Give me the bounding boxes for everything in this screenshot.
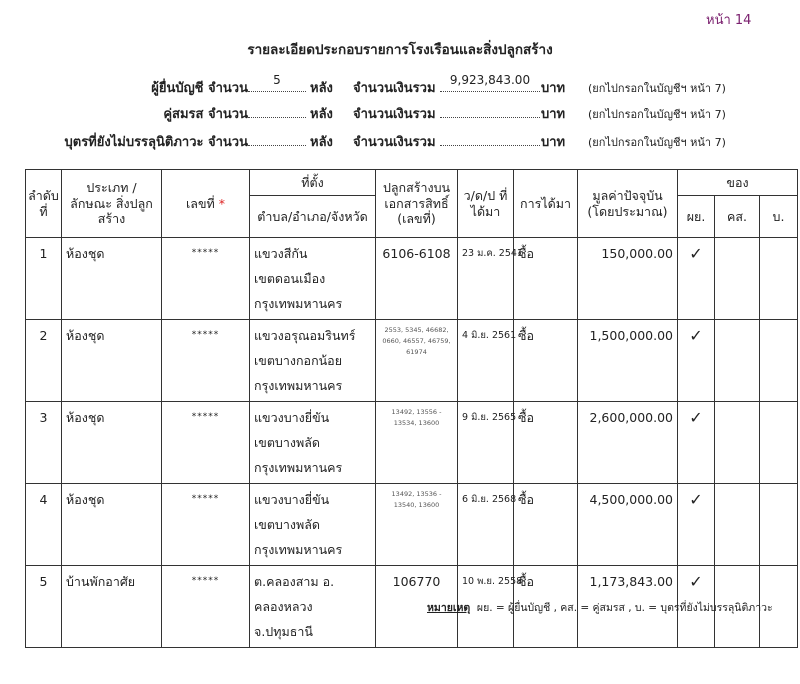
amount-field — [440, 103, 540, 118]
location-line: แขวงบางยี่ขัน — [254, 410, 330, 425]
location-line: แขวงบางยี่ขัน — [254, 492, 330, 507]
cell-deed: 13492, 13556 - 13534, 13600 — [376, 402, 458, 484]
cell-date: 9 มิ.ย. 2565 — [458, 402, 514, 484]
amount-value: 9,923,843.00 — [449, 73, 531, 87]
cell-location — [250, 402, 376, 484]
cell-owner-spouse — [715, 320, 760, 402]
header-id: เลขที่ * — [162, 170, 250, 238]
amount-label: จำนวนเงินรวม — [353, 81, 436, 96]
cell-type: บ้านพักอาศัย — [62, 566, 162, 648]
amount-field — [440, 131, 540, 146]
footnote-text: ผย. = ผู้ยื่นบัญชี , คส. = คู่สมรส , บ. = บุตรที่ยังไม่บรรลุนิติภาวะ — [476, 602, 773, 614]
header-location-sub: ตำบล/อำเภอ/จังหวัด — [250, 196, 376, 238]
cell-type: ห้องชุด — [62, 484, 162, 566]
location-line: เขตบางพลัด — [254, 517, 321, 532]
currency-label: บาท — [541, 107, 566, 122]
cell-acquired: ซื้อ — [514, 402, 578, 484]
summary-row-declarant — [0, 73, 800, 96]
buildings-table — [25, 169, 798, 648]
cell-id: ***** — [162, 484, 250, 566]
summary-row-spouse — [0, 103, 800, 121]
cell-location — [250, 238, 376, 320]
cell-deed: 13492, 13536 - 13540, 13600 — [376, 484, 458, 566]
cell-value: 2,600,000.00 — [578, 402, 678, 484]
header-owner-declarant: ผย. — [678, 196, 715, 238]
cell-owner-child — [760, 484, 798, 566]
cell-id: ***** — [162, 402, 250, 484]
table-row — [26, 320, 798, 402]
currency-label: บาท — [541, 135, 566, 150]
cell-value: 150,000.00 — [578, 238, 678, 320]
header-owner: ของ — [678, 170, 798, 196]
header-owner-child: บ. — [760, 196, 798, 238]
summary-label: ผู้ยื่นบัญชี จำนวน — [151, 81, 248, 96]
cell-owner-spouse — [715, 402, 760, 484]
location-line: กรุงเทพมหานคร — [254, 542, 343, 557]
header-date: ว/ด/ป ที่ได้มา — [458, 170, 514, 238]
cell-owner-spouse — [715, 484, 760, 566]
cell-date: 6 มิ.ย. 2568 — [458, 484, 514, 566]
cell-value: 1,173,843.00 — [578, 566, 678, 648]
footnote-label: หมายเหตุ — [427, 602, 471, 614]
header-deed: ปลูกสร้างบน เอกสารสิทธิ์ (เลขที่) — [376, 170, 458, 238]
cell-deed: 2553, 5345, 46682, 0660, 46557, 46759, 61974 — [376, 320, 458, 402]
cell-owner-declarant: ✓ — [678, 484, 715, 566]
cell-owner-child — [760, 320, 798, 402]
header-no: ลำดับ ที่ — [26, 170, 62, 238]
cell-acquired: ซื้อ — [514, 238, 578, 320]
location-line: เขตบางกอกน้อย — [254, 353, 343, 368]
location-line: ต.คลองสาม อ. — [254, 574, 335, 589]
header-owner-spouse: คส. — [715, 196, 760, 238]
carry-note: (ยกไปกรอกในบัญชีฯ หน้า 7) — [588, 108, 726, 121]
document-title: รายละเอียดประกอบรายการโรงเรือนและสิ่งปลูกสร้าง — [247, 42, 553, 58]
cell-owner-declarant: ✓ — [678, 566, 715, 648]
cell-acquired: ซื้อ — [514, 566, 578, 648]
summary-label: คู่สมรส จำนวน — [163, 107, 248, 122]
cell-location — [250, 484, 376, 566]
location-line: แขวงสีกัน — [254, 246, 308, 261]
cell-deed: 6106-6108 — [376, 238, 458, 320]
cell-no: 2 — [26, 320, 62, 402]
cell-owner-child — [760, 238, 798, 320]
count-field — [248, 131, 306, 146]
cell-value: 1,500,000.00 — [578, 320, 678, 402]
carry-note: (ยกไปกรอกในบัญชีฯ หน้า 7) — [588, 82, 726, 95]
amount-label: จำนวนเงินรวม — [353, 107, 436, 122]
cell-no: 5 — [26, 566, 62, 648]
page-number: หน้า 14 — [706, 13, 752, 28]
cell-owner-declarant: ✓ — [678, 238, 715, 320]
header-type: ประเภท / ลักษณะ สิ่งปลูกสร้าง — [62, 170, 162, 238]
cell-no: 1 — [26, 238, 62, 320]
table-row — [26, 484, 798, 566]
cell-owner-child — [760, 402, 798, 484]
location-line: คลองหลวง จ.ปทุมธานี — [254, 599, 313, 639]
location-line: กรุงเทพมหานคร — [254, 460, 343, 475]
cell-value: 4,500,000.00 — [578, 484, 678, 566]
footnote — [427, 599, 773, 616]
carry-note: (ยกไปกรอกในบัญชีฯ หน้า 7) — [588, 136, 726, 149]
table-row — [26, 402, 798, 484]
summary-label: บุตรที่ยังไม่บรรลุนิติภาวะ จำนวน — [64, 135, 248, 150]
cell-deed: 106770 — [376, 566, 458, 648]
cell-location — [250, 566, 376, 648]
cell-type: ห้องชุด — [62, 238, 162, 320]
currency-label: บาท — [541, 81, 566, 96]
cell-owner-declarant: ✓ — [678, 320, 715, 402]
amount-label: จำนวนเงินรวม — [353, 135, 436, 150]
cell-id: ***** — [162, 238, 250, 320]
cell-acquired: ซื้อ — [514, 484, 578, 566]
cell-owner-declarant: ✓ — [678, 402, 715, 484]
location-line: กรุงเทพมหานคร — [254, 378, 343, 393]
header-location: ที่ตั้ง — [250, 170, 376, 196]
cell-date: 10 พ.ย. 2558 — [458, 566, 514, 648]
location-line: เขตบางพลัด — [254, 435, 321, 450]
cell-acquired: ซื้อ — [514, 320, 578, 402]
summary-row-children — [0, 131, 800, 149]
count-field — [248, 103, 306, 118]
unit-label: หลัง — [310, 107, 333, 122]
cell-location — [250, 320, 376, 402]
location-line: กรุงเทพมหานคร — [254, 296, 343, 311]
cell-type: ห้องชุด — [62, 402, 162, 484]
cell-type: ห้องชุด — [62, 320, 162, 402]
unit-label: หลัง — [310, 135, 333, 150]
header-acquired: การได้มา — [514, 170, 578, 238]
cell-owner-spouse — [715, 238, 760, 320]
cell-no: 3 — [26, 402, 62, 484]
cell-no: 4 — [26, 484, 62, 566]
cell-id: ***** — [162, 566, 250, 648]
required-mark: * — [218, 195, 225, 211]
cell-date: 4 มิ.ย. 2561 — [458, 320, 514, 402]
unit-label: หลัง — [310, 81, 333, 96]
cell-date: 23 ม.ค. 2541 — [458, 238, 514, 320]
location-line: แขวงอรุณอมรินทร์ — [254, 328, 356, 343]
cell-id: ***** — [162, 320, 250, 402]
table-row — [26, 238, 798, 320]
header-value: มูลค่าปัจจุบัน (โดยประมาณ) — [578, 170, 678, 238]
location-line: เขตดอนเมือง — [254, 271, 326, 286]
count-value: 5 — [273, 73, 281, 87]
